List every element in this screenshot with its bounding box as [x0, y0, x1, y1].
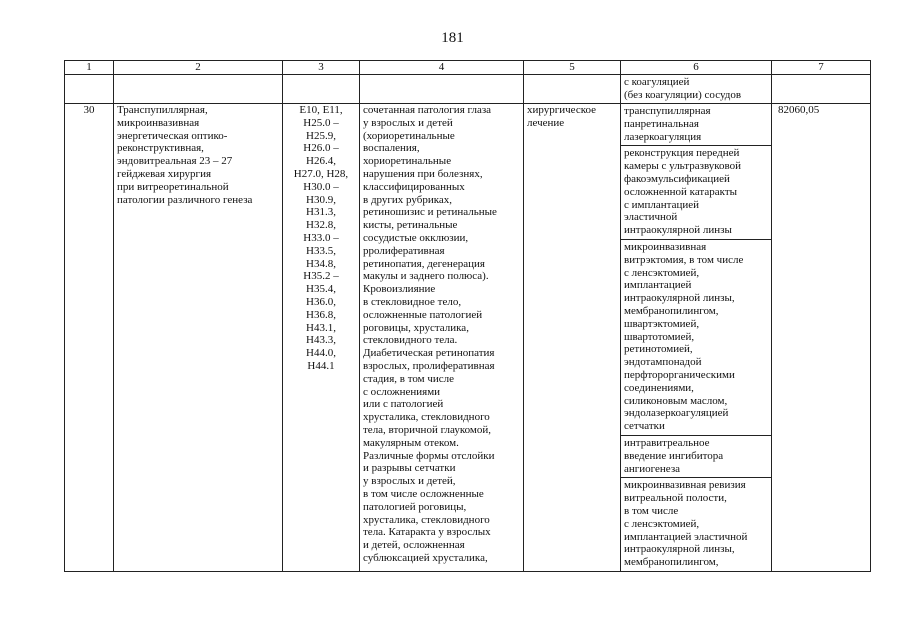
method-item: микроинвазивная витрэктомия, в том числе с ленсэктомией, имплантацией интраокулярной линзы, мембранопилингом, швартэктомией, швартотомией, ретинотомией, эндотампонадой перфторорганическими соединениями, силиконовым маслом, эндолазеркоагуляцией сетчатки: [621, 240, 771, 436]
table-row-30: [65, 104, 871, 572]
column-header-3: 3: [283, 61, 360, 75]
row-number: 30: [65, 104, 114, 572]
treatment-methods: [621, 104, 772, 572]
icd-codes: Е10, Е11, Н25.0 – Н25.9, Н26.0 – Н26.4, Н27.0, Н28, Н30.0 – Н30.9, Н31.3, Н32.8, Н33.0 – Н33.5, Н34.8, Н35.2 – Н35.4, Н36.0, Н36.8, Н43.1, Н43.3, Н44.0, Н44.1: [283, 104, 360, 572]
column-header-7: 7: [772, 61, 871, 75]
cont-cell-7: [772, 75, 871, 104]
medical-care-table: [64, 60, 871, 572]
cont-cell-2: [114, 75, 283, 104]
page-number: 181: [441, 30, 464, 46]
cont-cell-3: [283, 75, 360, 104]
column-number-row: [65, 61, 871, 75]
column-header-2: 2: [114, 61, 283, 75]
method-item: транспупиллярная панретинальная лазеркоагуляция: [621, 104, 771, 146]
cont-cell-5: [524, 75, 621, 104]
cont-cell-method: [621, 75, 772, 104]
column-header-1: 1: [65, 61, 114, 75]
column-header-5: 5: [524, 61, 621, 75]
continuation-method-text: с коагуляцией (без коагуляции) сосудов: [624, 76, 742, 101]
method-item: реконструкция передней камеры с ультразвуковой факоэмульсификацией осложненной катаракты с имплантацией эластичной интраокулярной линзы: [621, 146, 771, 240]
column-header-4: 4: [360, 61, 524, 75]
method-item: микроинвазивная ревизия витреальной полости, в том числе с ленсэктомией, имплантацией эластичной интраокулярной линзы, мембранопилингом,: [624, 479, 748, 569]
continuation-row: [65, 75, 871, 104]
care-type-name: Транспупиллярная, микроинвазивная энергетическая оптико- реконструктивная, эндовитреальная 23 – 27 гейджевая хирургия при витреоретинальной патологии различного генеза: [114, 104, 283, 572]
financial-norm-value: 82060,05: [772, 104, 871, 572]
column-header-6: 6: [621, 61, 772, 75]
cont-cell-4: [360, 75, 524, 104]
treatment-type: хирургическое лечение: [524, 104, 621, 572]
patient-model: сочетанная патология глаза у взрослых и детей (хориоретинальные воспаления, хориоретинальные нарушения при болезнях, классифицированных в других рубриках, ретиношизис и ретинальные кисты, ретинальные сосудистые окклюзии, pролиферативная ретинопатия, дегенерация макулы и заднего полюса). Кровоизлияние в стекловидное тело, осложненные патологией роговицы, хрусталика, стекловидного тела. Диабетическая ретинопатия взрослых, пролиферативная стадия, в том числе с осложнениями или с патологией хрусталика, стекловидного тела, вторичной глаукомой, макулярным отеком. Различные формы отслойки и разрывы сетчатки у взрослых и детей, в том числе осложненные патологией роговицы, хрусталика, стекловидного тела. Катаракта у взрослых и детей, осложненная сублюксацией хрусталика,: [360, 104, 524, 572]
method-item: интравитреальное введение ингибитора ангиогенеза: [621, 436, 771, 478]
cont-cell-1: [65, 75, 114, 104]
